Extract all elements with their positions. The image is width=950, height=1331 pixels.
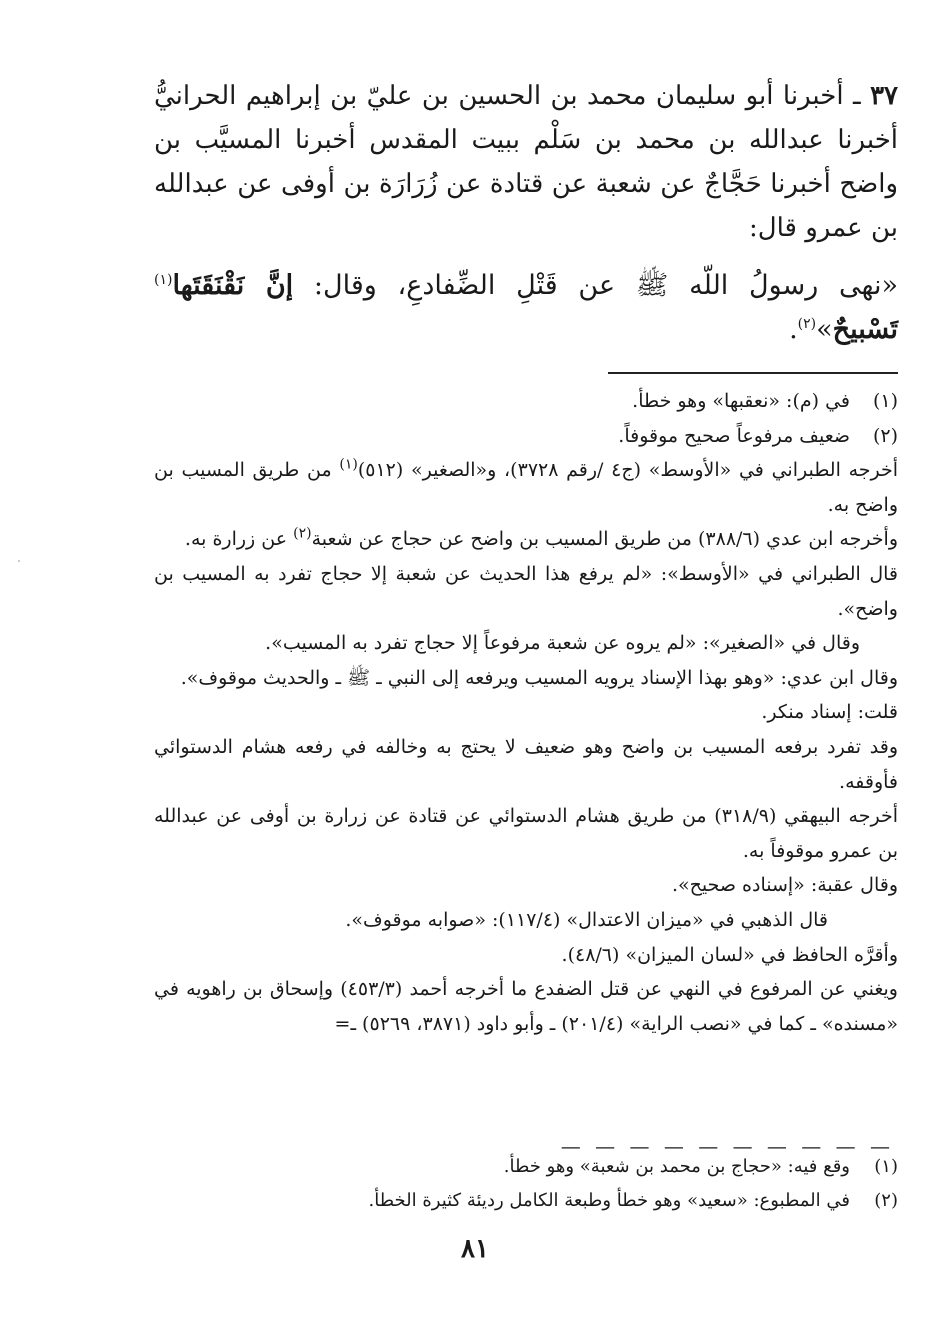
hadith-text <box>154 264 898 352</box>
footnote-1-number: (١) <box>872 390 898 412</box>
footnote-1 <box>154 384 898 419</box>
isnad-text: ـ أخبرنا أبو سليمان محمد بن الحسين بن عليّ بن إبراهيم الحرانيُّ أخبرنا عبدالله بن محمد بن سَلْم ببيت المقدس أخبرنا المسيَّب بن واضح أخبرنا حَجَّاجٌ عن شعبة عن قتادة عن زُرَارَة بن أوفى عن عبدالله بن عمرو قال: <box>154 81 898 243</box>
takhrij-paragraph-3: قال الطبراني في «الأوسط»: «لم يرفع هذا الحديث عن شعبة إلا حجاج تفرد به المسيب بن واضح». <box>154 562 898 620</box>
main-text <box>154 74 898 352</box>
hadith-bold-word: تَسْبيحٌ <box>832 314 898 345</box>
takhrij-2a: وأخرجه ابن عدي (٣٨٨/٦) من طريق المسيب بن واضح عن حجاج عن شعبة <box>311 528 898 551</box>
footnote-marker-2: (٢) <box>797 316 817 332</box>
subnote-2 <box>154 1184 898 1218</box>
hadith-period: . <box>789 314 798 345</box>
takhrij-paragraph-2 <box>154 522 898 557</box>
hadith-number: ٣٧ <box>870 81 899 111</box>
takhrij-1b: من طريق المسيب بن واضح به. <box>154 459 898 516</box>
subnotes <box>154 1150 898 1218</box>
subnote-2-text: في المطبوع: «سعيد» وهو خطأ وطبعة الكامل رديئة كثيرة الخطأ. <box>368 1190 850 1211</box>
takhrij-paragraph-7: وقد تفرد برفعه المسيب بن واضح وهو ضعيف لا يحتج به وخالفه في رفعه هشام الدستوائي فأوقفه. <box>154 735 898 793</box>
footnote-2 <box>154 419 898 454</box>
takhrij-paragraph-8: أخرجه البيهقي (٣١٨/٩) من طريق هشام الدستوائي عن قتادة عن زرارة بن أوفى عن عبدالله بن عمرو موقوفاً به. <box>154 805 898 862</box>
footnotes <box>154 384 898 1041</box>
page-number: ٨١ <box>461 1234 489 1264</box>
takhrij-paragraph-12: ويغني عن المرفوع في النهي عن قتل الضفدع ما أخرجه أحمد (٤٥٣/٣) وإسحاق بن راهويه في «مسنده» ـ كما في «نصب الراية» (٢٠١/٤) ـ وأبو داود (٣٨٧١، ٥٢٦٩) ـ= <box>154 978 898 1035</box>
takhrij-paragraph-6: قلت: إسناد منكر. <box>761 701 898 724</box>
footnote-separator <box>608 372 898 374</box>
footnote-1-text: في (م): «نعقبها» وهو خطأ. <box>632 390 850 412</box>
takhrij-paragraph-11: وأقرَّه الحافظ في «لسان الميزان» (٤٨/٦). <box>561 943 898 966</box>
footnote-marker-1: (١) <box>154 272 173 288</box>
footnote-2-text: ضعيف مرفوعاً صحيح موقوفاً. <box>618 424 850 447</box>
isnad-paragraph <box>154 74 898 250</box>
subnote-2-number: (٢) <box>874 1190 898 1211</box>
subnote-1-text: وقع فيه: «حجاج بن محمد بن شعبة» وهو خطأ. <box>503 1156 850 1177</box>
takhrij-paragraph-9: وقال عقبة: «إسناده صحيح». <box>671 874 898 897</box>
subnote-1 <box>154 1150 898 1184</box>
subnote-1-number: (١) <box>874 1156 898 1177</box>
subnote-marker-2: (٢) <box>293 526 312 543</box>
takhrij-1a: أخرجه الطبراني في «الأوسط» (ج٤ /رقم ٣٧٢٨)، و«الصغير» (٥١٢) <box>357 459 899 482</box>
footnote-2-number: (٢) <box>872 424 898 447</box>
hadith-quote-close: » <box>816 314 833 345</box>
hadith-start: «نهى رسولُ اللّه ﷺ عن قَتْلِ الضِّفادعِ، وقال: <box>293 270 898 301</box>
subnote-separator: — — — — — — — — — — <box>560 1134 894 1158</box>
takhrij-paragraph-5: وقال ابن عدي: «وهو بهذا الإسناد يرويه المسيب ويرفعه إلى النبي ـ ﷺ ـ والحديث موقوف». <box>180 666 898 689</box>
takhrij-paragraph-10: قال الذهبي في «ميزان الاعتدال» (١١٧/٤): «صوابه موقوف». <box>345 908 828 931</box>
hadith-bold-phrase: إنَّ نَقْنَقَتَها <box>172 270 294 301</box>
scan-speck <box>18 560 20 562</box>
subnote-marker-1: (١) <box>339 456 358 473</box>
takhrij-paragraph-1 <box>154 453 898 522</box>
takhrij-paragraph-4: وقال في «الصغير»: «لم يروه عن شعبة مرفوعاً إلا حجاج تفرد به المسيب». <box>265 632 860 655</box>
takhrij-2b: عن زرارة به. <box>184 528 294 551</box>
